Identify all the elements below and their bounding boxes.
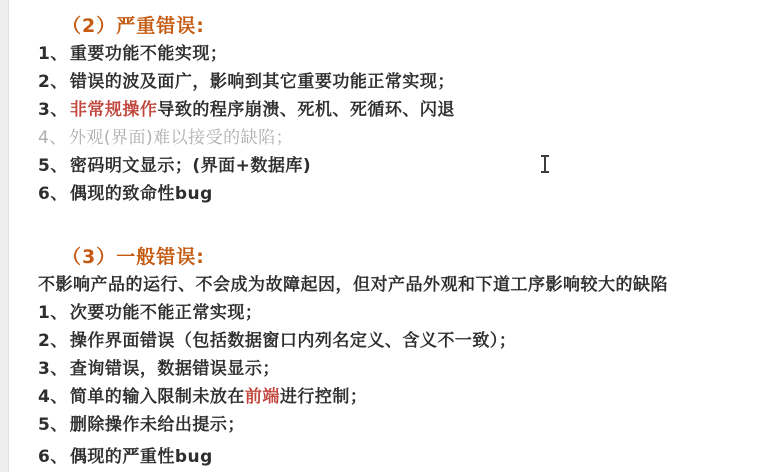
section-severe-errors: [38, 12, 769, 208]
item-number: 6、: [38, 447, 68, 467]
highlighted-term: 前端: [244, 387, 280, 407]
item-number: 4、: [38, 128, 67, 148]
error-item: [38, 299, 769, 327]
error-item: [38, 180, 769, 208]
item-number: 3、: [38, 359, 68, 379]
item-text: 密码明文显示；(界面+数据库): [69, 156, 312, 176]
item-text: 重要功能不能实现；: [69, 44, 228, 64]
item-number: 5、: [38, 156, 68, 176]
i-beam-cursor-icon: [540, 155, 550, 173]
section-intro: 不影响产品的运行、不会成为故障起因，但对产品外观和下道工序影响较大的缺陷: [38, 275, 668, 295]
severe-error-list: [38, 40, 769, 208]
item-text: 偶现的致命性bug: [69, 184, 213, 204]
error-item: [38, 124, 769, 152]
item-text: 删除操作未给出提示；: [69, 415, 245, 435]
item-number: 6、: [38, 184, 68, 204]
section-heading: （2）严重错误:: [62, 15, 205, 37]
item-number: 1、: [38, 44, 68, 64]
item-text: 偶现的严重性bug: [69, 447, 213, 467]
error-item: [38, 443, 769, 471]
error-item: [38, 40, 769, 68]
item-text: 外观(界面)难以接受的缺陷；: [68, 128, 294, 148]
item-text: 操作界面错误（包括数据窗口内列名定义、含义不一致）；: [69, 331, 517, 351]
error-item: [38, 411, 769, 439]
item-text: 次要功能不能正常实现；: [69, 303, 263, 323]
item-text: 导致的程序崩溃、死机、死循环、闪退: [157, 100, 455, 120]
error-item: [38, 152, 769, 180]
section-general-errors: [38, 243, 769, 471]
item-text: 简单的输入限制未放在: [69, 387, 245, 407]
item-number: 1、: [38, 303, 68, 323]
item-number: 2、: [38, 72, 68, 92]
error-item: [38, 355, 769, 383]
general-error-list: [38, 299, 769, 471]
item-text: 错误的波及面广，影响到其它重要功能正常实现；: [69, 72, 455, 92]
item-number: 2、: [38, 331, 68, 351]
section-heading: （3）一般错误:: [62, 246, 205, 268]
error-item: [38, 96, 769, 124]
item-number: 3、: [38, 100, 68, 120]
item-number: 5、: [38, 415, 68, 435]
highlighted-term: 非常规操作: [69, 100, 158, 120]
document-content: [38, 12, 769, 471]
item-text: 查询错误，数据错误显示；: [69, 359, 280, 379]
error-item: [38, 383, 769, 411]
error-item: [38, 327, 769, 355]
page-left-margin: [0, 0, 9, 472]
item-number: 4、: [38, 387, 68, 407]
error-item: [38, 68, 769, 96]
item-text: 进行控制；: [279, 387, 368, 407]
